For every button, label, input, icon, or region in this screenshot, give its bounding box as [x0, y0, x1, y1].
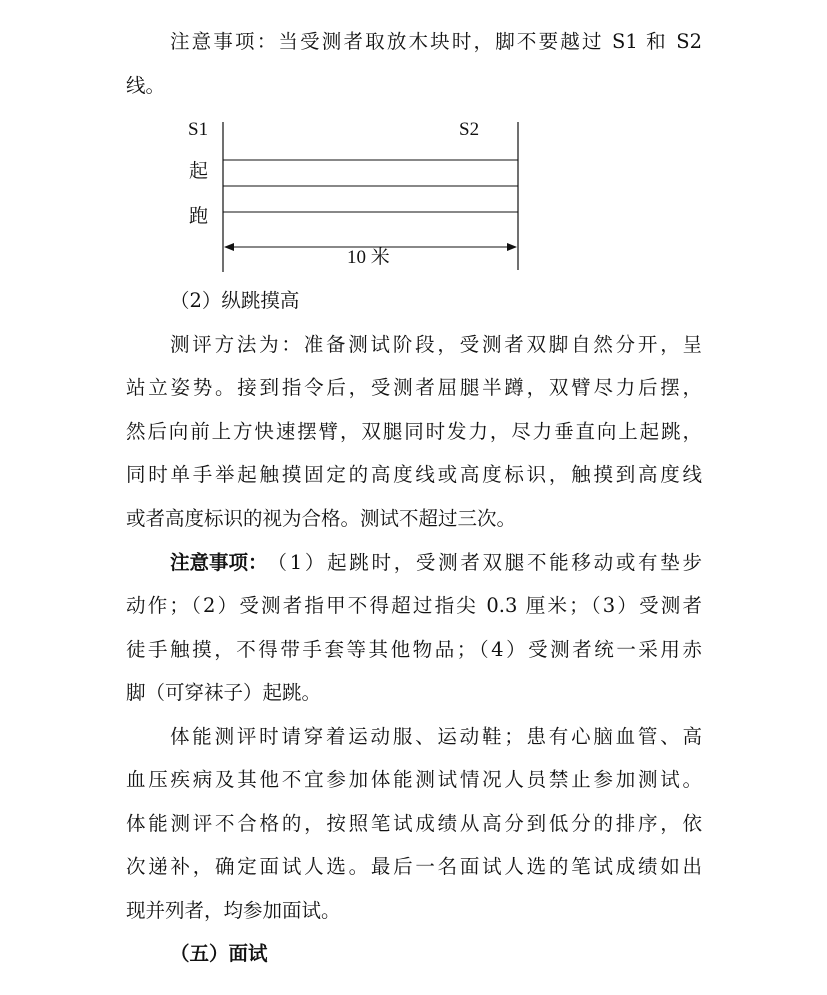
note2-line-1-text: （1）起跳时，受测者双腿不能移动或有垫步	[267, 551, 702, 574]
s1-label: S1	[188, 119, 209, 140]
start-char-1: 起	[189, 161, 209, 182]
section2-title: （2）纵跳摸高	[170, 289, 300, 312]
note2-line-1	[170, 541, 702, 585]
method-line-2: 站立姿势。接到指令后，受测者屈腿半蹲，双臂尽力后摆，	[126, 376, 702, 399]
general-line-4: 次递补，确定面试人选。最后一名面试人选的笔试成绩如出	[126, 855, 702, 878]
note2-label: 注意事项：	[170, 551, 268, 574]
general-line-3: 体能测评不合格的，按照笔试成绩从高分到低分的排序，依	[126, 812, 702, 835]
method-line-5: 或者高度标识的视为合格。测试不超过三次。	[126, 507, 517, 530]
note1-line1: 注意事项：当受测者取放木块时，脚不要越过 S1 和 S2	[170, 30, 702, 53]
distance-label: 10 米	[347, 247, 390, 268]
method-line-3: 然后向前上方快速摆臂，双腿同时发力，尽力垂直向上起跳，	[126, 420, 702, 443]
note2-line-4: 脚（可穿袜子）起跳。	[126, 681, 322, 704]
start-char-2: 跑	[189, 206, 209, 227]
section5-title: （五）面试	[170, 942, 268, 965]
note1-line2: 线。	[126, 74, 166, 97]
s2-label: S2	[459, 119, 480, 140]
note2-line-3: 徒手触摸，不得带手套等其他物品；（4）受测者统一采用赤	[126, 638, 702, 661]
diagram-svg	[180, 110, 540, 280]
start-line-diagram	[180, 110, 540, 280]
general-line-5: 现并列者，均参加面试。	[126, 899, 341, 922]
method-line-1: 测评方法为：准备测试阶段，受测者双脚自然分开，呈	[170, 333, 702, 356]
note2-line-2: 动作；（2）受测者指甲不得超过指尖 0.3 厘米；（3）受测者	[126, 594, 702, 617]
general-line-2: 血压疾病及其他不宜参加体能测试情况人员禁止参加测试。	[126, 768, 702, 791]
method-line-4: 同时单手举起触摸固定的高度线或高度标识，触摸到高度线	[126, 463, 702, 486]
general-line-1: 体能测评时请穿着运动服、运动鞋；患有心脑血管、高	[170, 725, 702, 748]
